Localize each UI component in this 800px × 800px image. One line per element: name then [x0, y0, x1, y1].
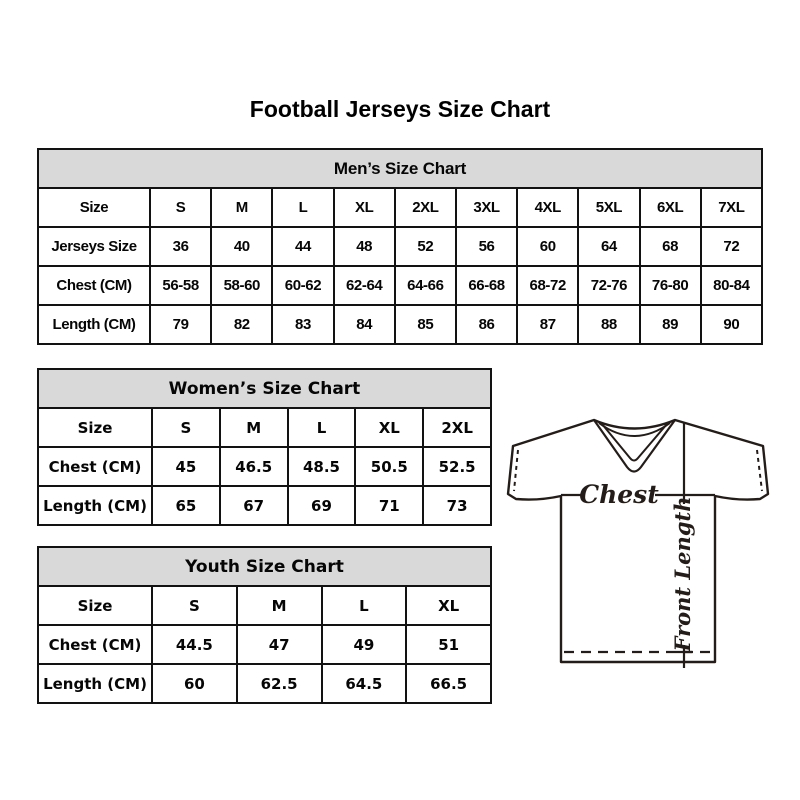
- table-cell: 40: [211, 227, 272, 266]
- jersey-diagram-svg: [505, 406, 771, 678]
- table-cell: 46.5: [220, 447, 288, 486]
- chest-measure-label: Chest: [579, 480, 659, 509]
- table-cell: 67: [220, 486, 288, 525]
- table-cell: S: [152, 408, 220, 447]
- table-cell: XL: [334, 188, 395, 227]
- table-cell: 68-72: [517, 266, 578, 305]
- table-cell: 69: [288, 486, 356, 525]
- table-cell: 44: [272, 227, 333, 266]
- table-cell: 49: [322, 625, 407, 664]
- table-row: [38, 486, 491, 525]
- table-cell: 90: [701, 305, 762, 344]
- row-label: Chest (CM): [38, 447, 152, 486]
- table-cell: 4XL: [517, 188, 578, 227]
- table-cell: 72: [701, 227, 762, 266]
- table-cell: 50.5: [355, 447, 423, 486]
- table-cell: 86: [456, 305, 517, 344]
- table-cell: 52: [395, 227, 456, 266]
- table-cell: 60: [152, 664, 237, 703]
- table-row: [38, 447, 491, 486]
- table-cell: M: [211, 188, 272, 227]
- table-cell: 76-80: [640, 266, 701, 305]
- table-cell: 73: [423, 486, 491, 525]
- table-cell: 89: [640, 305, 701, 344]
- table-header-row: [38, 547, 491, 586]
- table-cell: 60: [517, 227, 578, 266]
- table-cell: 2XL: [395, 188, 456, 227]
- row-label: Size: [38, 586, 152, 625]
- table-cell: 84: [334, 305, 395, 344]
- table-cell: 56-58: [150, 266, 211, 305]
- table-row: [38, 305, 762, 344]
- table-cell: 60-62: [272, 266, 333, 305]
- table-cell: 64-66: [395, 266, 456, 305]
- youth-table-title: Youth Size Chart: [38, 547, 491, 586]
- table-cell: 88: [578, 305, 639, 344]
- table-cell: 3XL: [456, 188, 517, 227]
- table-cell: 68: [640, 227, 701, 266]
- row-label: Size: [38, 188, 150, 227]
- mens-table-title: Men’s Size Chart: [38, 149, 762, 188]
- table-cell: 83: [272, 305, 333, 344]
- table-cell: 64.5: [322, 664, 407, 703]
- table-row: [38, 408, 491, 447]
- table-row: [38, 625, 491, 664]
- table-cell: 79: [150, 305, 211, 344]
- page-title: Football Jerseys Size Chart: [249, 96, 551, 122]
- table-cell: XL: [406, 586, 491, 625]
- table-cell: 47: [237, 625, 322, 664]
- table-cell: L: [322, 586, 407, 625]
- table-cell: L: [288, 408, 356, 447]
- youth-size-table: [37, 546, 492, 704]
- table-cell: 52.5: [423, 447, 491, 486]
- row-label: Chest (CM): [38, 625, 152, 664]
- table-cell: 2XL: [423, 408, 491, 447]
- table-cell: 82: [211, 305, 272, 344]
- jersey-measurement-diagram: [505, 406, 771, 678]
- table-row: [38, 664, 491, 703]
- table-row: [38, 227, 762, 266]
- front-length-measure-label: Front Length: [670, 496, 695, 652]
- mens-size-table: [37, 148, 763, 345]
- jersey-outline: [508, 420, 768, 662]
- table-cell: 64: [578, 227, 639, 266]
- row-label: Size: [38, 408, 152, 447]
- table-row: [38, 188, 762, 227]
- table-cell: 66.5: [406, 664, 491, 703]
- table-cell: 48: [334, 227, 395, 266]
- row-label: Chest (CM): [38, 266, 150, 305]
- womens-size-table: [37, 368, 492, 526]
- row-label: Jerseys Size: [38, 227, 150, 266]
- table-cell: 56: [456, 227, 517, 266]
- table-cell: 58-60: [211, 266, 272, 305]
- table-cell: 7XL: [701, 188, 762, 227]
- table-row: [38, 586, 491, 625]
- table-cell: 65: [152, 486, 220, 525]
- table-cell: M: [237, 586, 322, 625]
- table-cell: 72-76: [578, 266, 639, 305]
- row-label: Length (CM): [38, 305, 150, 344]
- table-row: [38, 266, 762, 305]
- table-header-row: [38, 369, 491, 408]
- table-cell: XL: [355, 408, 423, 447]
- table-cell: 87: [517, 305, 578, 344]
- table-cell: 48.5: [288, 447, 356, 486]
- table-cell: S: [150, 188, 211, 227]
- table-header-row: [38, 149, 762, 188]
- table-cell: 85: [395, 305, 456, 344]
- row-label: Length (CM): [38, 486, 152, 525]
- womens-table-title: Women’s Size Chart: [38, 369, 491, 408]
- table-cell: 45: [152, 447, 220, 486]
- table-cell: L: [272, 188, 333, 227]
- table-cell: 5XL: [578, 188, 639, 227]
- table-cell: 80-84: [701, 266, 762, 305]
- table-cell: 71: [355, 486, 423, 525]
- table-cell: 66-68: [456, 266, 517, 305]
- row-label: Length (CM): [38, 664, 152, 703]
- table-cell: 62-64: [334, 266, 395, 305]
- table-cell: 44.5: [152, 625, 237, 664]
- table-cell: 51: [406, 625, 491, 664]
- table-cell: 6XL: [640, 188, 701, 227]
- table-cell: 62.5: [237, 664, 322, 703]
- table-cell: 36: [150, 227, 211, 266]
- table-cell: M: [220, 408, 288, 447]
- table-cell: S: [152, 586, 237, 625]
